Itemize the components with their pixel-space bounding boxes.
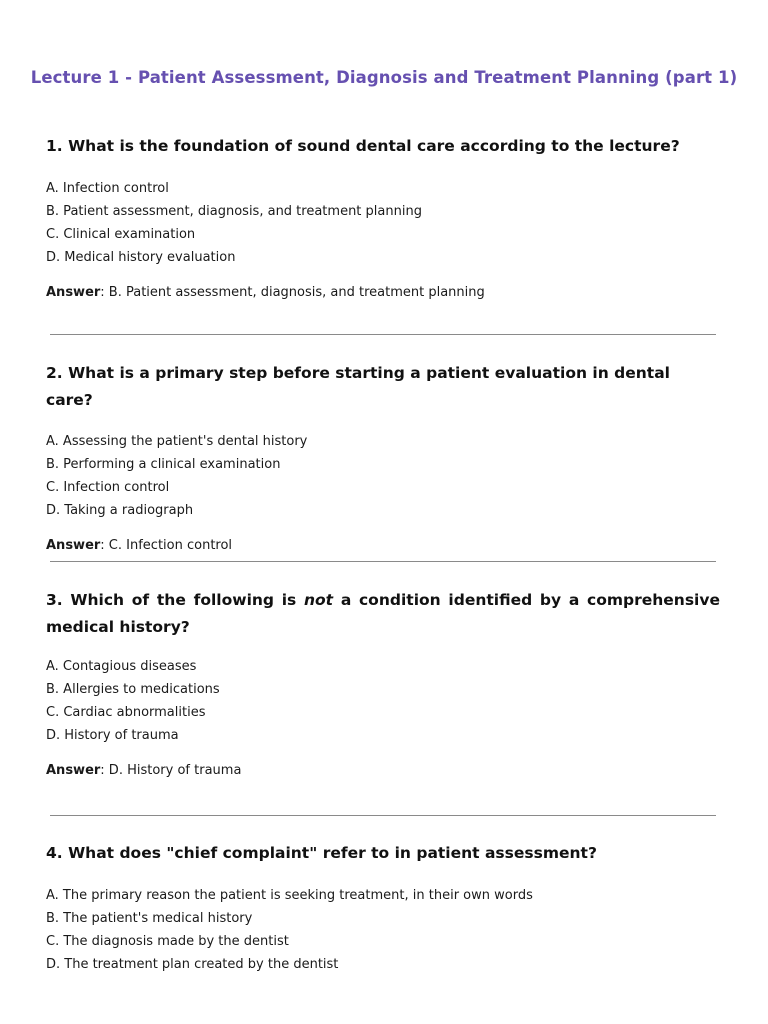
question-text-start: 2. What is a primary step before starting a patient evaluation in dental care? bbox=[46, 364, 670, 409]
question-text bbox=[46, 587, 720, 641]
question-text bbox=[46, 133, 720, 160]
option-c: C. Clinical examination bbox=[46, 227, 196, 242]
answer-line bbox=[46, 283, 720, 303]
answer-text: : C. Infection control bbox=[100, 538, 233, 553]
question-text-start: 3. Which of the following is bbox=[46, 591, 304, 609]
options-list bbox=[46, 177, 720, 269]
answer-line bbox=[46, 761, 720, 781]
question-emphasis: not bbox=[304, 591, 334, 609]
answer-label: Answer bbox=[46, 763, 101, 778]
question-text bbox=[46, 360, 720, 414]
option-a: A. Assessing the patient's dental history bbox=[46, 434, 308, 449]
options-list bbox=[46, 655, 720, 747]
answer-text: : D. History of trauma bbox=[100, 763, 242, 778]
option-d: D. History of trauma bbox=[46, 728, 179, 743]
option-b: B. Performing a clinical examination bbox=[46, 457, 281, 472]
answer-label: Answer bbox=[46, 538, 101, 553]
section-divider bbox=[50, 334, 716, 335]
section-divider bbox=[50, 815, 716, 816]
question-text bbox=[46, 840, 720, 867]
option-b: B. The patient's medical history bbox=[46, 911, 253, 926]
section-divider bbox=[50, 561, 716, 562]
question-block bbox=[46, 360, 720, 556]
answer-line bbox=[46, 536, 720, 556]
options-list bbox=[46, 430, 720, 522]
option-a: A. Infection control bbox=[46, 181, 169, 196]
option-c: C. Infection control bbox=[46, 480, 170, 495]
question-text-start: 1. What is the foundation of sound dental care according to the lecture? bbox=[46, 137, 680, 155]
options-list bbox=[46, 884, 720, 976]
option-c: C. Cardiac abnormalities bbox=[46, 705, 206, 720]
answer-text: : B. Patient assessment, diagnosis, and treatment planning bbox=[100, 285, 485, 300]
question-block bbox=[46, 840, 720, 976]
option-a: A. The primary reason the patient is seeking treatment, in their own words bbox=[46, 888, 533, 903]
document-title: Lecture 1 - Patient Assessment, Diagnosis and Treatment Planning (part 1) bbox=[30, 68, 738, 87]
question-text-start: 4. What does "chief complaint" refer to in patient assessment? bbox=[46, 844, 597, 862]
option-c: C. The diagnosis made by the dentist bbox=[46, 934, 289, 949]
question-block bbox=[46, 133, 720, 303]
option-d: D. The treatment plan created by the dentist bbox=[46, 957, 339, 972]
option-b: B. Allergies to medications bbox=[46, 682, 220, 697]
answer-label: Answer bbox=[46, 285, 101, 300]
option-a: A. Contagious diseases bbox=[46, 659, 197, 674]
option-d: D. Medical history evaluation bbox=[46, 250, 236, 265]
question-block bbox=[46, 587, 720, 781]
question-text-end: a condition identified by a comprehensive medical history? bbox=[46, 591, 720, 636]
option-b: B. Patient assessment, diagnosis, and treatment planning bbox=[46, 204, 422, 219]
option-d: D. Taking a radiograph bbox=[46, 503, 194, 518]
